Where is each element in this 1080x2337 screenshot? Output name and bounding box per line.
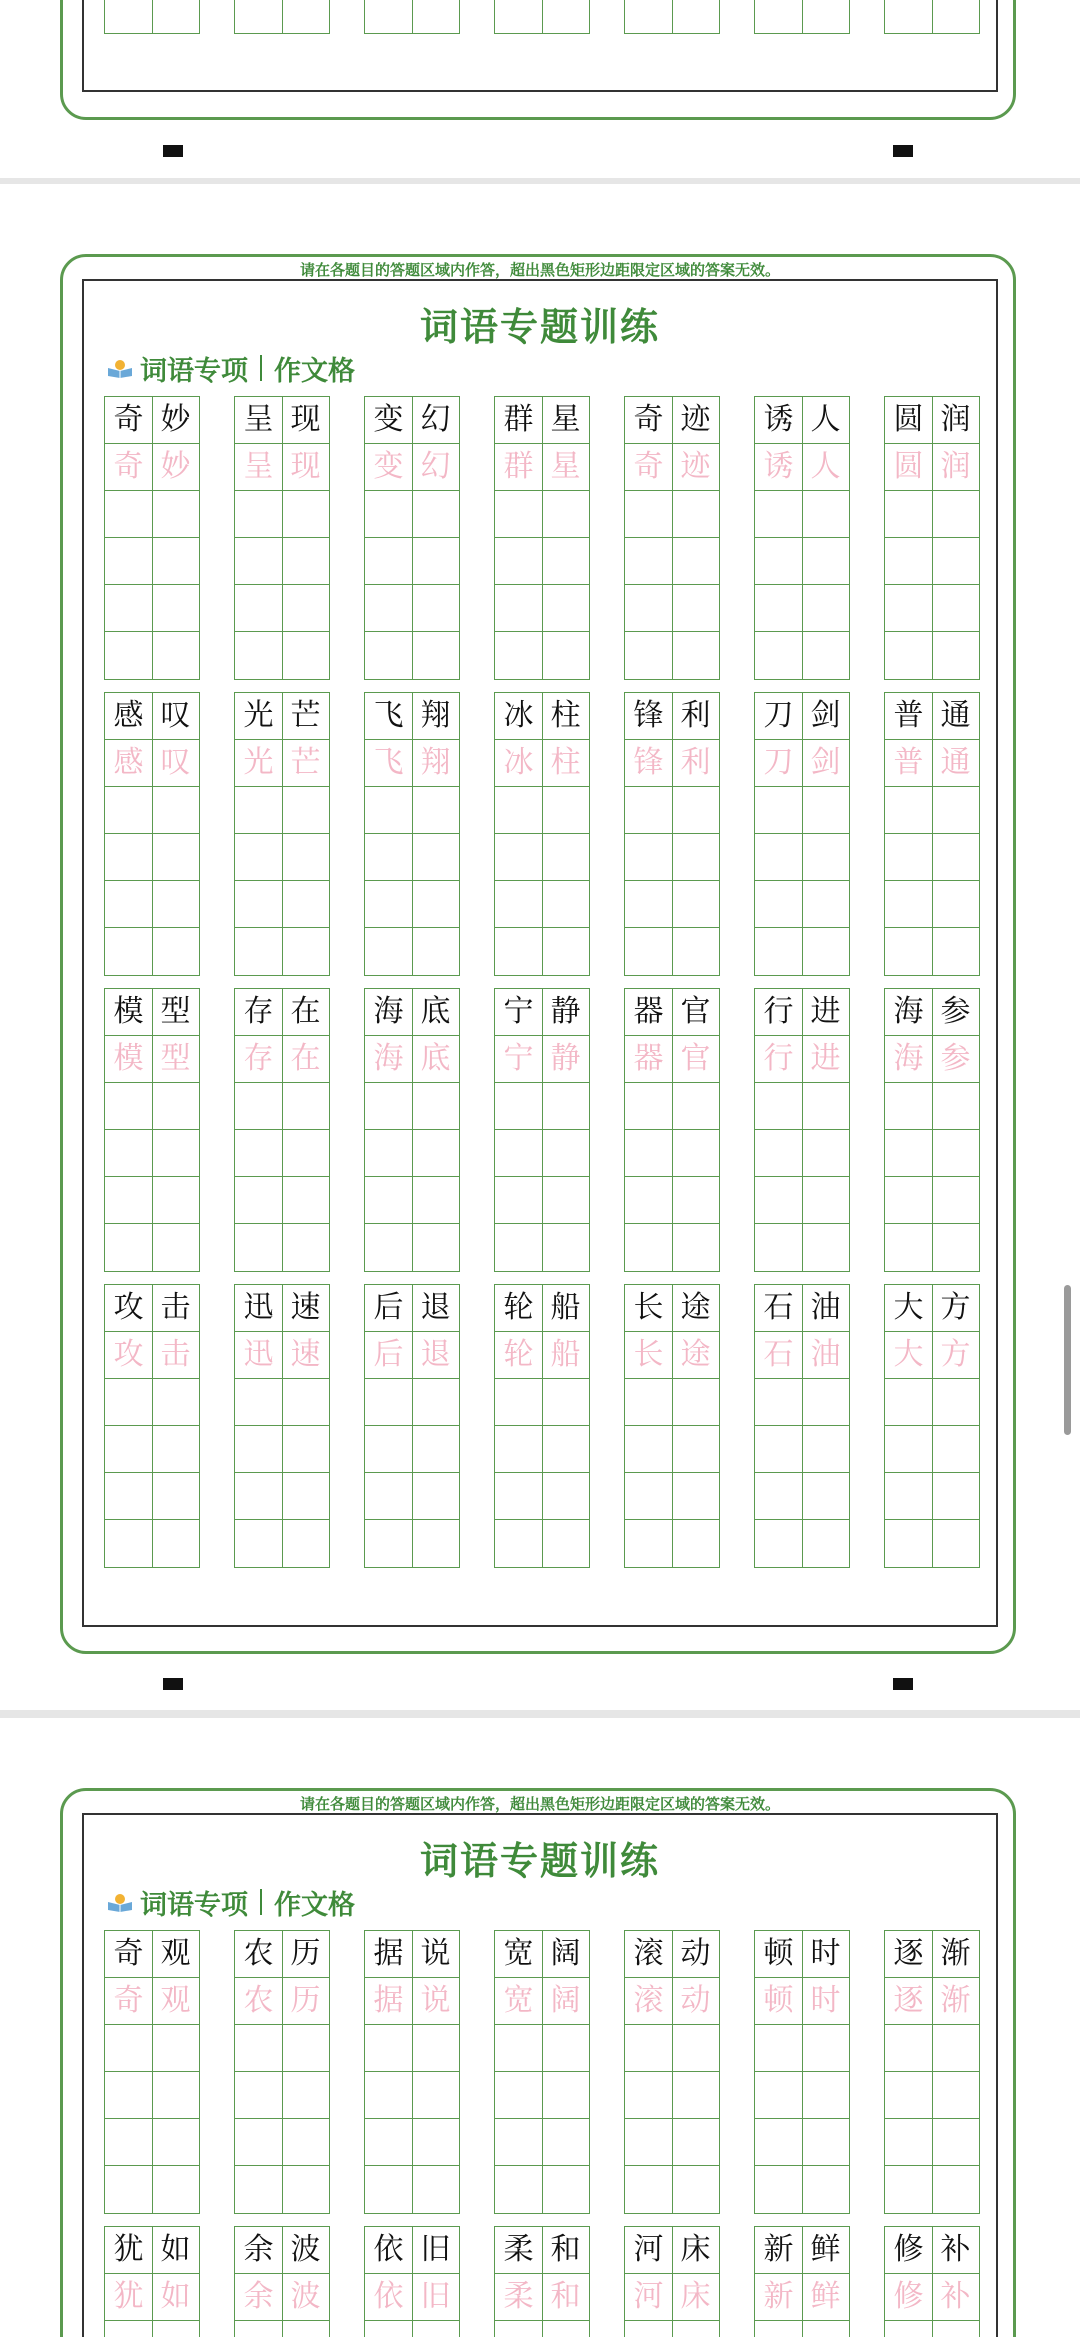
trace-char: 农 xyxy=(243,1983,274,2018)
scrollbar[interactable] xyxy=(1064,1285,1071,1435)
trace-char: 器 xyxy=(633,1041,664,1076)
word-box[interactable] xyxy=(624,988,720,1272)
word-char: 说 xyxy=(420,1936,451,1971)
word-char: 击 xyxy=(160,1290,191,1325)
subtitle xyxy=(106,348,355,388)
trace-char: 冰 xyxy=(503,745,534,780)
word-char: 旧 xyxy=(420,2232,451,2267)
trace-char: 观 xyxy=(160,1983,191,2018)
word-box[interactable] xyxy=(884,1284,980,1568)
word-char: 剑 xyxy=(810,698,841,733)
subtitle-format: 作文格 xyxy=(274,1889,355,1921)
trace-char: 人 xyxy=(810,449,841,484)
trace-char: 迹 xyxy=(680,449,711,484)
word-box[interactable] xyxy=(754,1284,850,1568)
word-char: 人 xyxy=(810,402,841,437)
word-char: 后 xyxy=(373,1290,404,1325)
word-char: 速 xyxy=(290,1290,321,1325)
subtitle xyxy=(106,1882,355,1922)
word-char: 参 xyxy=(940,994,971,1029)
word-char: 飞 xyxy=(373,698,404,733)
word-char: 锋 xyxy=(633,698,664,733)
word-box[interactable] xyxy=(624,692,720,976)
alignment-marker xyxy=(893,145,913,157)
word-char: 模 xyxy=(113,994,144,1029)
word-char: 修 xyxy=(893,2232,924,2267)
worksheet-page xyxy=(0,184,1080,1710)
book-with-sun-icon xyxy=(106,358,134,378)
word-box[interactable] xyxy=(104,0,200,34)
trace-char: 叹 xyxy=(160,745,191,780)
trace-char: 感 xyxy=(113,745,144,780)
trace-char: 历 xyxy=(290,1983,321,2018)
trace-char: 逐 xyxy=(893,1983,924,2018)
word-box[interactable] xyxy=(754,988,850,1272)
word-char: 逐 xyxy=(893,1936,924,1971)
word-char: 利 xyxy=(680,698,711,733)
subtitle-divider xyxy=(260,1889,262,1915)
word-box[interactable] xyxy=(494,1284,590,1568)
trace-char: 幻 xyxy=(420,449,451,484)
word-char: 群 xyxy=(503,402,534,437)
word-box[interactable] xyxy=(104,1284,200,1568)
word-char: 奇 xyxy=(633,402,664,437)
word-box[interactable] xyxy=(884,988,980,1272)
trace-char: 犹 xyxy=(113,2279,144,2314)
trace-char: 击 xyxy=(160,1337,191,1372)
word-char: 奇 xyxy=(113,402,144,437)
word-char: 官 xyxy=(680,994,711,1029)
trace-char: 渐 xyxy=(940,1983,971,2018)
subtitle-format: 作文格 xyxy=(274,355,355,387)
trace-char: 通 xyxy=(940,745,971,780)
trace-char: 诱 xyxy=(763,449,794,484)
word-box[interactable] xyxy=(104,692,200,976)
trace-char: 补 xyxy=(940,2279,971,2314)
word-char: 观 xyxy=(160,1936,191,1971)
trace-char: 奇 xyxy=(633,449,664,484)
word-box[interactable] xyxy=(364,396,460,680)
word-char: 变 xyxy=(373,402,404,437)
word-box[interactable] xyxy=(754,1930,850,2214)
word-char: 型 xyxy=(160,994,191,1029)
word-char: 底 xyxy=(420,994,451,1029)
word-char: 芒 xyxy=(290,698,321,733)
word-box[interactable] xyxy=(624,1284,720,1568)
word-char: 犹 xyxy=(113,2232,144,2267)
trace-char: 官 xyxy=(680,1041,711,1076)
trace-char: 迅 xyxy=(243,1337,274,1372)
word-char: 存 xyxy=(243,994,274,1029)
word-char: 光 xyxy=(243,698,274,733)
word-char: 奇 xyxy=(113,1936,144,1971)
trace-char: 锋 xyxy=(633,745,664,780)
trace-char: 阔 xyxy=(550,1983,581,2018)
alignment-marker xyxy=(893,1678,913,1690)
trace-char: 剑 xyxy=(810,745,841,780)
word-char: 油 xyxy=(810,1290,841,1325)
trace-char: 海 xyxy=(893,1041,924,1076)
word-box[interactable] xyxy=(364,1930,460,2214)
word-box[interactable] xyxy=(364,988,460,1272)
word-box[interactable] xyxy=(234,1284,330,1568)
trace-char: 方 xyxy=(940,1337,971,1372)
trace-char: 河 xyxy=(633,2279,664,2314)
trace-char: 圆 xyxy=(893,449,924,484)
word-box[interactable] xyxy=(624,396,720,680)
word-char: 大 xyxy=(893,1290,924,1325)
trace-char: 床 xyxy=(680,2279,711,2314)
word-box[interactable] xyxy=(364,0,460,34)
trace-char: 如 xyxy=(160,2279,191,2314)
word-char: 历 xyxy=(290,1936,321,1971)
trace-char: 依 xyxy=(373,2279,404,2314)
trace-char: 利 xyxy=(680,745,711,780)
alignment-marker xyxy=(163,1678,183,1690)
trace-char: 石 xyxy=(763,1337,794,1372)
word-char: 鲜 xyxy=(810,2232,841,2267)
trace-char: 底 xyxy=(420,1041,451,1076)
word-char: 柱 xyxy=(550,698,581,733)
word-box[interactable] xyxy=(234,2226,330,2337)
trace-char: 润 xyxy=(940,449,971,484)
trace-char: 时 xyxy=(810,1983,841,2018)
subtitle-divider xyxy=(260,355,262,381)
word-char: 迅 xyxy=(243,1290,274,1325)
word-char: 呈 xyxy=(243,402,274,437)
word-char: 时 xyxy=(810,1936,841,1971)
word-char: 依 xyxy=(373,2232,404,2267)
trace-char: 旧 xyxy=(420,2279,451,2314)
word-box[interactable] xyxy=(104,1930,200,2214)
word-char: 圆 xyxy=(893,402,924,437)
word-char: 波 xyxy=(290,2232,321,2267)
word-box[interactable] xyxy=(104,988,200,1272)
word-char: 渐 xyxy=(940,1936,971,1971)
book-with-sun-icon xyxy=(106,1892,134,1912)
word-box[interactable] xyxy=(364,1284,460,1568)
trace-char: 模 xyxy=(113,1041,144,1076)
word-box[interactable] xyxy=(754,2226,850,2337)
trace-char: 光 xyxy=(243,745,274,780)
word-box[interactable] xyxy=(234,1930,330,2214)
word-char: 方 xyxy=(940,1290,971,1325)
trace-char: 动 xyxy=(680,1983,711,2018)
trace-char: 新 xyxy=(763,2279,794,2314)
word-char: 如 xyxy=(160,2232,191,2267)
trace-char: 宁 xyxy=(503,1041,534,1076)
word-char: 叹 xyxy=(160,698,191,733)
word-char: 冰 xyxy=(503,698,534,733)
word-box[interactable] xyxy=(234,692,330,976)
alignment-marker xyxy=(163,145,183,157)
word-box[interactable] xyxy=(494,692,590,976)
word-char: 补 xyxy=(940,2232,971,2267)
word-char: 船 xyxy=(550,1290,581,1325)
trace-char: 刀 xyxy=(763,745,794,780)
word-box[interactable] xyxy=(884,692,980,976)
trace-char: 鲜 xyxy=(810,2279,841,2314)
word-box[interactable] xyxy=(234,988,330,1272)
word-char: 在 xyxy=(290,994,321,1029)
trace-char: 轮 xyxy=(503,1337,534,1372)
word-char: 途 xyxy=(680,1290,711,1325)
trace-char: 参 xyxy=(940,1041,971,1076)
trace-char: 妙 xyxy=(160,449,191,484)
word-char: 普 xyxy=(893,698,924,733)
word-char: 床 xyxy=(680,2232,711,2267)
word-box[interactable] xyxy=(754,692,850,976)
trace-char: 攻 xyxy=(113,1337,144,1372)
trace-char: 静 xyxy=(550,1041,581,1076)
word-box[interactable] xyxy=(494,988,590,1272)
word-char: 据 xyxy=(373,1936,404,1971)
trace-char: 群 xyxy=(503,449,534,484)
trace-char: 修 xyxy=(893,2279,924,2314)
word-char: 长 xyxy=(633,1290,664,1325)
trace-char: 长 xyxy=(633,1337,664,1372)
word-char: 通 xyxy=(940,698,971,733)
word-box[interactable] xyxy=(104,2226,200,2337)
word-char: 滚 xyxy=(633,1936,664,1971)
worksheet-page xyxy=(0,1718,1080,2337)
word-char: 宁 xyxy=(503,994,534,1029)
trace-char: 行 xyxy=(763,1041,794,1076)
word-char: 诱 xyxy=(763,402,794,437)
word-char: 轮 xyxy=(503,1290,534,1325)
word-char: 阔 xyxy=(550,1936,581,1971)
word-box[interactable] xyxy=(234,0,330,34)
word-char: 攻 xyxy=(113,1290,144,1325)
trace-char: 途 xyxy=(680,1337,711,1372)
trace-char: 星 xyxy=(550,449,581,484)
trace-char: 普 xyxy=(893,745,924,780)
word-char: 新 xyxy=(763,2232,794,2267)
word-char: 退 xyxy=(420,1290,451,1325)
word-char: 迹 xyxy=(680,402,711,437)
word-box[interactable] xyxy=(884,2226,980,2337)
word-char: 星 xyxy=(550,402,581,437)
word-char: 幻 xyxy=(420,402,451,437)
trace-char: 据 xyxy=(373,1983,404,2018)
trace-char: 芒 xyxy=(290,745,321,780)
trace-char: 翔 xyxy=(420,745,451,780)
word-box[interactable] xyxy=(754,396,850,680)
trace-char: 滚 xyxy=(633,1983,664,2018)
previous-page xyxy=(0,0,1080,178)
word-box[interactable] xyxy=(104,396,200,680)
trace-char: 大 xyxy=(893,1337,924,1372)
trace-char: 现 xyxy=(290,449,321,484)
word-box[interactable] xyxy=(884,0,980,34)
trace-char: 后 xyxy=(373,1337,404,1372)
word-box[interactable] xyxy=(494,2226,590,2337)
word-char: 海 xyxy=(893,994,924,1029)
word-char: 顿 xyxy=(763,1936,794,1971)
trace-char: 退 xyxy=(420,1337,451,1372)
word-char: 海 xyxy=(373,994,404,1029)
trace-char: 奇 xyxy=(113,1983,144,2018)
trace-char: 余 xyxy=(243,2279,274,2314)
word-char: 宽 xyxy=(503,1936,534,1971)
word-char: 石 xyxy=(763,1290,794,1325)
trace-char: 宽 xyxy=(503,1983,534,2018)
trace-char: 和 xyxy=(550,2279,581,2314)
page-title: 词语专题训练 xyxy=(419,1838,660,1883)
trace-char: 船 xyxy=(550,1337,581,1372)
word-char: 润 xyxy=(940,402,971,437)
subtitle-category: 词语专项 xyxy=(140,1889,248,1921)
trace-char: 波 xyxy=(290,2279,321,2314)
word-box[interactable] xyxy=(364,2226,460,2337)
word-char: 余 xyxy=(243,2232,274,2267)
trace-char: 油 xyxy=(810,1337,841,1372)
word-box[interactable] xyxy=(884,1930,980,2214)
word-box[interactable] xyxy=(624,1930,720,2214)
word-char: 河 xyxy=(633,2232,664,2267)
word-char: 行 xyxy=(763,994,794,1029)
trace-char: 说 xyxy=(420,1983,451,2018)
trace-char: 进 xyxy=(810,1041,841,1076)
word-char: 农 xyxy=(243,1936,274,1971)
trace-char: 柔 xyxy=(503,2279,534,2314)
answer-notice: 请在各题目的答题区域内作答，超出黑色矩形边距限定区域的答案无效。 xyxy=(299,261,780,279)
trace-char: 柱 xyxy=(550,745,581,780)
word-char: 器 xyxy=(633,994,664,1029)
trace-char: 呈 xyxy=(243,449,274,484)
trace-char: 海 xyxy=(373,1041,404,1076)
word-box[interactable] xyxy=(494,1930,590,2214)
trace-char: 顿 xyxy=(763,1983,794,2018)
word-box[interactable] xyxy=(234,396,330,680)
word-char: 翔 xyxy=(420,698,451,733)
word-box[interactable] xyxy=(624,2226,720,2337)
word-box[interactable] xyxy=(624,0,720,34)
trace-char: 在 xyxy=(290,1041,321,1076)
word-char: 妙 xyxy=(160,402,191,437)
word-char: 动 xyxy=(680,1936,711,1971)
answer-notice: 请在各题目的答题区域内作答，超出黑色矩形边距限定区域的答案无效。 xyxy=(299,1795,780,1813)
word-char: 刀 xyxy=(763,698,794,733)
word-box[interactable] xyxy=(364,692,460,976)
trace-char: 飞 xyxy=(373,745,404,780)
word-char: 柔 xyxy=(503,2232,534,2267)
word-char: 和 xyxy=(550,2232,581,2267)
word-box[interactable] xyxy=(754,0,850,34)
trace-char: 存 xyxy=(243,1041,274,1076)
word-box[interactable] xyxy=(884,396,980,680)
word-char: 静 xyxy=(550,994,581,1029)
word-char: 现 xyxy=(290,402,321,437)
word-box[interactable] xyxy=(494,396,590,680)
subtitle-category: 词语专项 xyxy=(140,355,248,387)
word-char: 感 xyxy=(113,698,144,733)
trace-char: 型 xyxy=(160,1041,191,1076)
trace-char: 奇 xyxy=(113,449,144,484)
trace-char: 变 xyxy=(373,449,404,484)
word-box[interactable] xyxy=(494,0,590,34)
word-char: 进 xyxy=(810,994,841,1029)
page-title: 词语专题训练 xyxy=(419,304,660,349)
trace-char: 速 xyxy=(290,1337,321,1372)
